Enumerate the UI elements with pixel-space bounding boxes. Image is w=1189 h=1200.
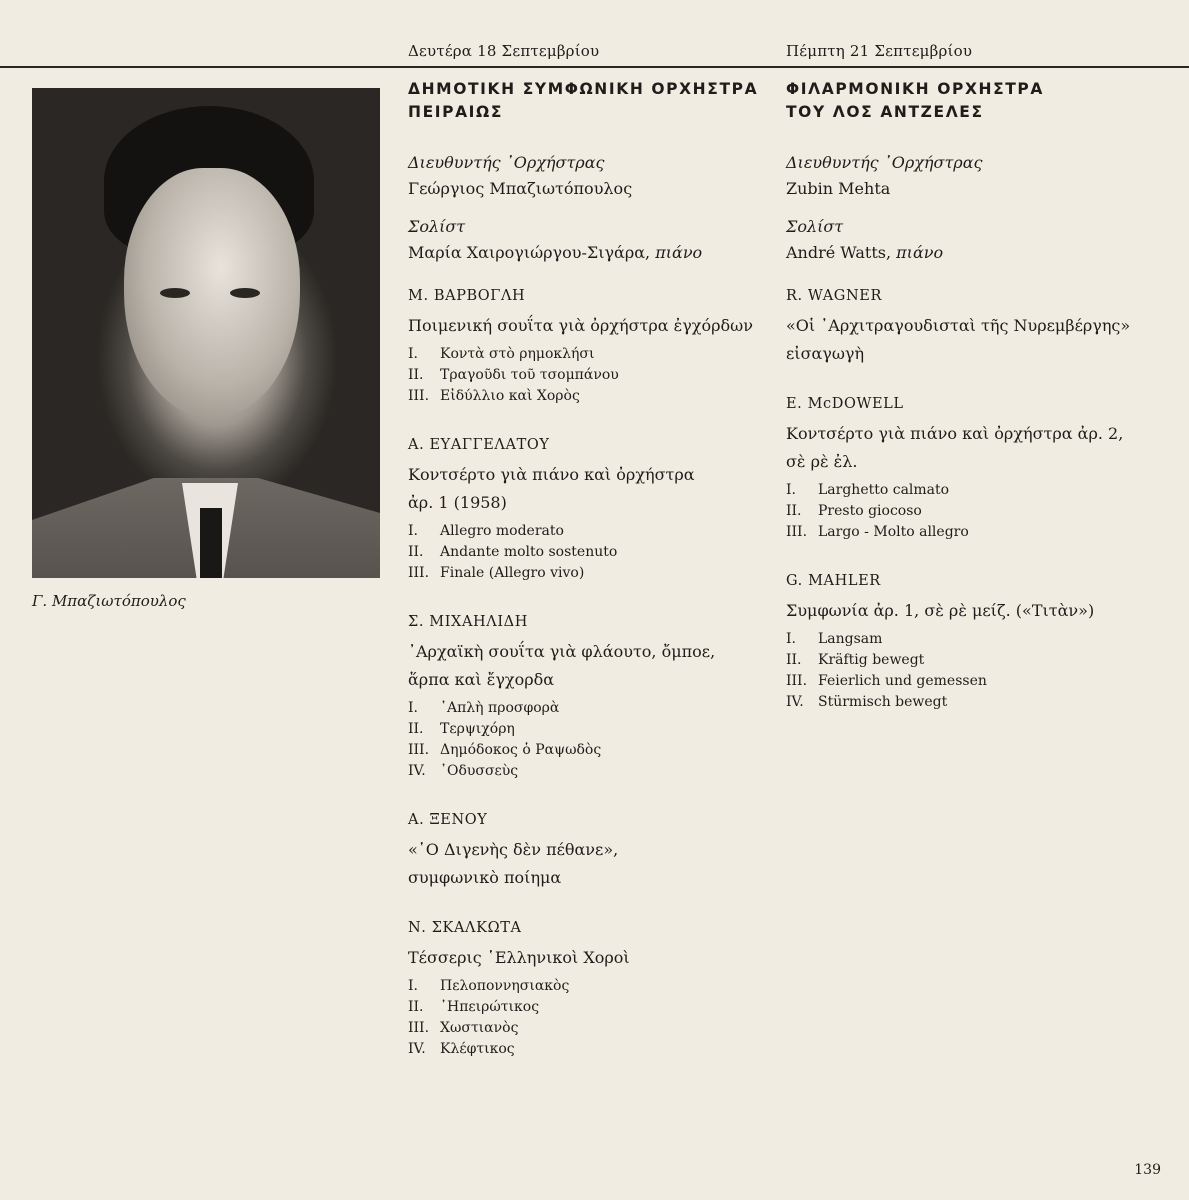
movement-item <box>408 542 778 563</box>
work-title: συμφωνικὸ ποίημα <box>408 868 562 887</box>
movement-name: Stürmisch bewegt <box>818 694 948 710</box>
movement-number: III. <box>408 742 430 758</box>
movement-list <box>786 480 1166 543</box>
movement-name: Χωστιανὸς <box>440 1020 519 1036</box>
movement-number: III. <box>786 524 808 540</box>
movement-item <box>408 976 778 997</box>
movement-item <box>408 698 778 719</box>
composer-name: Α. ΞΕΝΟΥ <box>408 812 488 828</box>
movement-name: ᾽Οδυσσεὺς <box>440 763 519 779</box>
page-number: 139 <box>1134 1162 1161 1178</box>
work-title: Τέσσερις ῾Ελληνικοὶ Χοροὶ <box>408 948 630 967</box>
movement-name: Τερψιχόρη <box>440 721 515 737</box>
work-title: ἅρπα καὶ ἔγχορδα <box>408 670 555 689</box>
work-title: ἀρ. 1 (1958) <box>408 493 507 512</box>
conductor-role: Διευθυντής ᾽Ορχήστρας <box>408 153 605 172</box>
movement-item <box>408 719 778 740</box>
work-entry <box>786 571 1166 713</box>
movement-number: I. <box>786 482 796 498</box>
work-entry <box>408 612 778 782</box>
work-title: ᾽Αρχαϊκὴ σουΐτα γιὰ φλάουτο, ὄμποε, <box>408 642 716 661</box>
movement-list <box>786 629 1166 713</box>
movement-list <box>408 344 778 407</box>
movement-item <box>786 501 1166 522</box>
work-entry <box>408 435 778 584</box>
movement-item <box>786 671 1166 692</box>
movement-name: Finale (Allegro vivo) <box>440 565 585 581</box>
movement-number: III. <box>786 673 808 689</box>
movement-item <box>408 1018 778 1039</box>
header-date-left: Δευτέρα 18 Σεπτεμβρίου <box>408 42 600 60</box>
movement-number: II. <box>408 999 424 1015</box>
movement-item <box>786 692 1166 713</box>
work-entry <box>786 286 1166 366</box>
movement-number: IV. <box>408 763 426 779</box>
movement-name: Feierlich und gemessen <box>818 673 987 689</box>
movement-item <box>408 997 778 1018</box>
movement-number: IV. <box>786 694 804 710</box>
movement-item <box>786 629 1166 650</box>
composer-name: R. WAGNER <box>786 288 882 304</box>
composer-name: Α. ΕΥΑΓΓΕΛΑΤΟΥ <box>408 437 550 453</box>
soloist: Μαρία Χαιρογιώργου-Σιγάρα, πιάνο <box>408 243 703 262</box>
work-title: Συμφωνία ἀρ. 1, σὲ ρὲ μείζ. («Τιτὰν») <box>786 601 1095 620</box>
movement-name: Κλέφτικος <box>440 1041 515 1057</box>
movement-name: Allegro moderato <box>440 523 564 539</box>
program-column-left <box>408 78 778 1088</box>
movement-list <box>408 976 778 1060</box>
work-title: «῾Ο Διγενὴς δὲν πέθανε», <box>408 840 619 859</box>
conductor-portrait-photo <box>32 88 380 578</box>
photo-caption: Γ. Μπαζιωτόπουλος <box>32 592 186 610</box>
movement-number: II. <box>408 367 424 383</box>
work-title: σὲ ρὲ ἐλ. <box>786 452 858 471</box>
work-title: Κοντσέρτο γιὰ πιάνο καὶ ὀρχήστρα <box>408 465 695 484</box>
movement-name: Andante molto sostenuto <box>440 544 618 560</box>
composer-name: Μ. ΒΑΡΒΟΓΛΗ <box>408 288 526 304</box>
composer-name: E. McDOWELL <box>786 396 904 412</box>
composer-name: Ν. ΣΚΑΛΚΩΤΑ <box>408 920 522 936</box>
movement-list <box>408 698 778 782</box>
movement-number: II. <box>786 652 802 668</box>
movement-name: Langsam <box>818 631 883 647</box>
movement-number: I. <box>408 700 418 716</box>
movement-number: I. <box>408 523 418 539</box>
movement-item <box>408 761 778 782</box>
movement-name: Largo - Molto allegro <box>818 524 969 540</box>
conductor-name: Zubin Mehta <box>786 179 891 198</box>
conductor-role: Διευθυντής ᾽Ορχήστρας <box>786 153 983 172</box>
movement-number: I. <box>786 631 796 647</box>
movement-number: II. <box>408 544 424 560</box>
soloist-role: Σολίστ <box>408 217 466 236</box>
movement-number: II. <box>408 721 424 737</box>
movement-item <box>786 480 1166 501</box>
movement-name: ᾽Ηπειρώτικος <box>440 999 540 1015</box>
movement-number: III. <box>408 388 430 404</box>
movement-name: Πελοποννησιακὸς <box>440 978 570 994</box>
movement-item <box>408 740 778 761</box>
movement-number: I. <box>408 346 418 362</box>
work-title: Ποιμενική σουΐτα γιὰ ὀρχήστρα ἐγχόρδων <box>408 316 753 335</box>
movement-list <box>408 521 778 584</box>
movement-number: III. <box>408 565 430 581</box>
movement-name: ῾Απλὴ προσφορὰ <box>440 700 560 716</box>
movement-name: Kräftig bewegt <box>818 652 925 668</box>
orchestra-title: ΦΙΛΑΡΜΟΝΙΚΗ ΟΡΧΗΣΤΡΑ ΤΟΥ ΛΟΣ ΑΝΤΖΕΛΕΣ <box>786 80 1044 121</box>
header-rule <box>0 66 1189 68</box>
work-entry <box>408 918 778 1060</box>
movement-name: Κοντὰ στὸ ρημοκλήσι <box>440 346 595 362</box>
movement-item <box>408 344 778 365</box>
works-list <box>408 286 778 1060</box>
works-list <box>786 286 1166 713</box>
movement-item <box>408 386 778 407</box>
movement-item <box>408 521 778 542</box>
work-title: Κοντσέρτο γιὰ πιάνο καὶ ὀρχήστρα ἀρ. 2, <box>786 424 1124 443</box>
movement-number: I. <box>408 978 418 994</box>
movement-item <box>408 563 778 584</box>
movement-item <box>408 365 778 386</box>
header-date-right: Πέμπτη 21 Σεπτεμβρίου <box>786 42 973 60</box>
composer-name: G. MAHLER <box>786 573 881 589</box>
program-column-right <box>786 78 1166 741</box>
movement-name: Δημόδοκος ὁ Ραψωδὸς <box>440 742 602 758</box>
movement-item <box>786 650 1166 671</box>
work-entry <box>408 810 778 890</box>
movement-item <box>786 522 1166 543</box>
movement-name: Τραγοῦδι τοῦ τσομπάνου <box>440 367 619 383</box>
movement-number: III. <box>408 1020 430 1036</box>
movement-name: Larghetto calmato <box>818 482 950 498</box>
composer-name: Σ. ΜΙΧΑΗΛΙΔΗ <box>408 614 528 630</box>
work-title: εἰσαγωγὴ <box>786 344 865 363</box>
movement-number: IV. <box>408 1041 426 1057</box>
movement-name: Εἰδύλλιο καὶ Χορὸς <box>440 388 580 404</box>
movement-item <box>408 1039 778 1060</box>
orchestra-title: ΔΗΜΟΤΙΚΗ ΣΥΜΦΩΝΙΚΗ ΟΡΧΗΣΤΡΑ ΠΕΙΡΑΙΩΣ <box>408 80 759 121</box>
conductor-name: Γεώργιος Μπαζιωτόπουλος <box>408 179 633 198</box>
soloist: André Watts, πιάνο <box>786 243 944 262</box>
movement-number: II. <box>786 503 802 519</box>
soloist-role: Σολίστ <box>786 217 844 236</box>
movement-name: Presto giocoso <box>818 503 922 519</box>
work-entry <box>786 394 1166 543</box>
work-title: «Οἱ ᾽Αρχιτραγουδισταὶ τῆς Νυρεμβέργης» <box>786 316 1131 335</box>
work-entry <box>408 286 778 407</box>
